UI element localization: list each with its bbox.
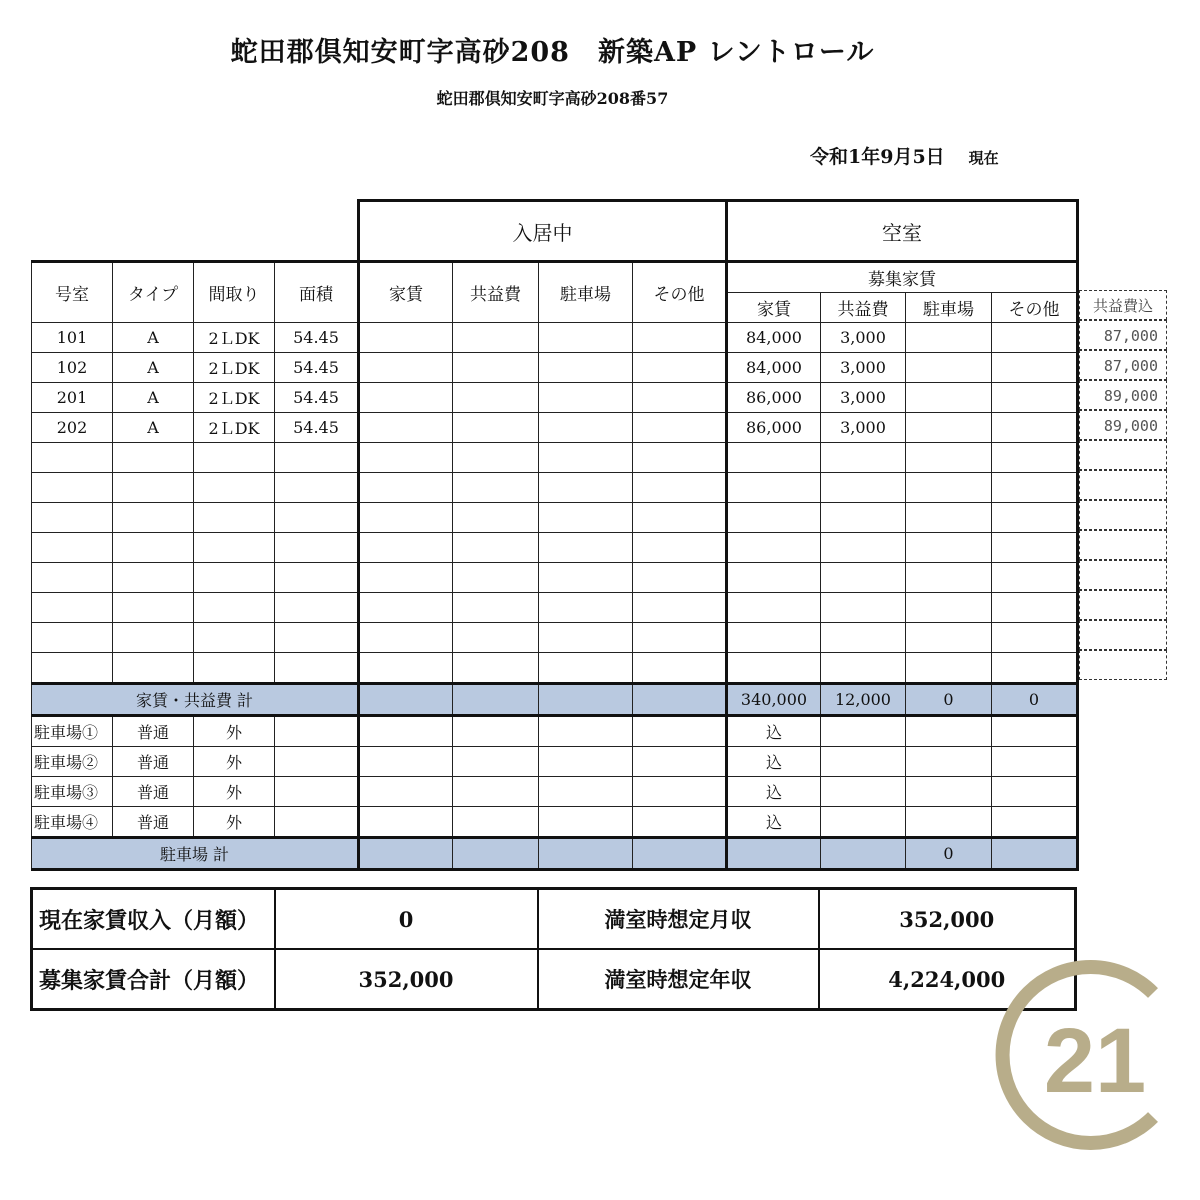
cell-area: 54.45 [275,323,359,353]
empty-row [32,653,1078,684]
col-parking: 駐車場 [539,262,633,323]
group-header-row [32,201,1078,262]
full-year-value: 4,224,000 [819,949,1076,1010]
century21-logo [985,955,1165,1155]
cell-type: A [113,413,194,443]
incl-empty [1079,590,1167,620]
parking-name: 駐車場④ [32,807,113,838]
parking-location: 外 [194,777,275,807]
summary-table [30,887,1077,1011]
as-of-date [810,142,999,169]
full-year-label: 満室時想定年収 [538,949,819,1010]
parking-total-value: 0 [906,838,992,870]
empty-row [32,563,1078,593]
parking-kind: 普通 [113,777,194,807]
cell-area: 54.45 [275,383,359,413]
parking-name: 駐車場③ [32,777,113,807]
incl-empty [1079,530,1167,560]
incl-value: 89,000 [1079,380,1167,410]
col-common: 共益費 [453,262,539,323]
col-incl-header: 共益費込 [1079,290,1167,320]
total-vacant-parking: 0 [906,684,992,716]
cell-room: 202 [32,413,113,443]
col-other: その他 [633,262,727,323]
sub-recruit-rent: 募集家賃 [727,262,1078,293]
parking-row [32,807,1078,838]
empty-row [32,473,1078,503]
parking-row [32,777,1078,807]
empty-row [32,533,1078,563]
parking-location: 外 [194,747,275,777]
table-row [32,383,1078,413]
total-vacant-rent: 340,000 [727,684,821,716]
cell-vacant-common: 3,000 [821,413,906,443]
parking-kind: 普通 [113,747,194,777]
parking-location: 外 [194,807,275,838]
incl-empty [1079,620,1167,650]
full-month-label: 満室時想定月収 [538,889,819,950]
cell-vacant-rent: 84,000 [727,323,821,353]
cell-type: A [113,383,194,413]
parking-kind: 普通 [113,716,194,747]
date-value: 令和1年9月5日 [810,146,945,168]
col-type: タイプ [113,262,194,323]
parking-row [32,747,1078,777]
group-occupied: 入居中 [359,201,727,262]
empty-row [32,503,1078,533]
incl-empty [1079,470,1167,500]
property-address: 蛇田郡倶知安町字高砂208番57 [436,89,669,108]
table-row [32,413,1078,443]
cell-vacant-common: 3,000 [821,353,906,383]
recruit-total-value: 352,000 [275,949,538,1010]
cell-vacant-rent: 86,000 [727,413,821,443]
cell-type: A [113,353,194,383]
rent-total-label: 家賃・共益費 計 [32,684,359,716]
cell-area: 54.45 [275,353,359,383]
parking-total-label: 駐車場 計 [32,838,359,870]
cell-layout: 2ＬDK [194,323,275,353]
parking-vacant-rent: 込 [727,716,821,747]
col-area: 面積 [275,262,359,323]
incl-empty [1079,500,1167,530]
logo-text: 21 [1043,1010,1147,1112]
table-row [32,323,1078,353]
incl-value: 89,000 [1079,410,1167,440]
cell-layout: 2ＬDK [194,353,275,383]
group-vacant: 空室 [727,201,1078,262]
total-vacant-common: 12,000 [821,684,906,716]
empty-row [32,623,1078,653]
empty-row [32,593,1078,623]
document-title: 蛇田郡倶知安町字高砂208 新築AP レントロール [230,37,875,68]
parking-vacant-rent: 込 [727,747,821,777]
rent-roll-table [31,199,1079,871]
col-layout: 間取り [194,262,275,323]
cell-vacant-rent: 84,000 [727,353,821,383]
cell-vacant-common: 3,000 [821,323,906,353]
current-income-value: 0 [275,889,538,950]
cell-vacant-common: 3,000 [821,383,906,413]
incl-empty [1079,440,1167,470]
date-suffix: 現在 [968,149,999,167]
col-room: 号室 [32,262,113,323]
cell-layout: 2ＬDK [194,383,275,413]
incl-empty [1079,560,1167,590]
cell-type: A [113,323,194,353]
cell-layout: 2ＬDK [194,413,275,443]
cell-room: 201 [32,383,113,413]
incl-value: 87,000 [1079,350,1167,380]
col-rent: 家賃 [359,262,453,323]
col-vacant-rent: 家賃 [727,293,821,323]
cell-room: 102 [32,353,113,383]
cell-area: 54.45 [275,413,359,443]
rent-total-row [32,684,1078,716]
summary-row [32,889,1076,950]
empty-row [32,443,1078,473]
summary-row [32,949,1076,1010]
recruit-total-label: 募集家賃合計（月額） [32,949,275,1010]
full-month-value: 352,000 [819,889,1076,950]
col-vacant-other: その他 [992,293,1078,323]
parking-vacant-rent: 込 [727,777,821,807]
cell-room: 101 [32,323,113,353]
table-row [32,353,1078,383]
current-income-label: 現在家賃収入（月額） [32,889,275,950]
parking-kind: 普通 [113,807,194,838]
parking-row [32,716,1078,747]
parking-total-row [32,838,1078,870]
parking-name: 駐車場① [32,716,113,747]
total-vacant-other: 0 [992,684,1078,716]
parking-vacant-rent: 込 [727,807,821,838]
incl-empty [1079,650,1167,680]
cell-vacant-rent: 86,000 [727,383,821,413]
incl-value: 87,000 [1079,320,1167,350]
col-vacant-parking: 駐車場 [906,293,992,323]
column-header-row-1 [32,262,1078,293]
parking-location: 外 [194,716,275,747]
parking-name: 駐車場② [32,747,113,777]
col-vacant-common: 共益費 [821,293,906,323]
